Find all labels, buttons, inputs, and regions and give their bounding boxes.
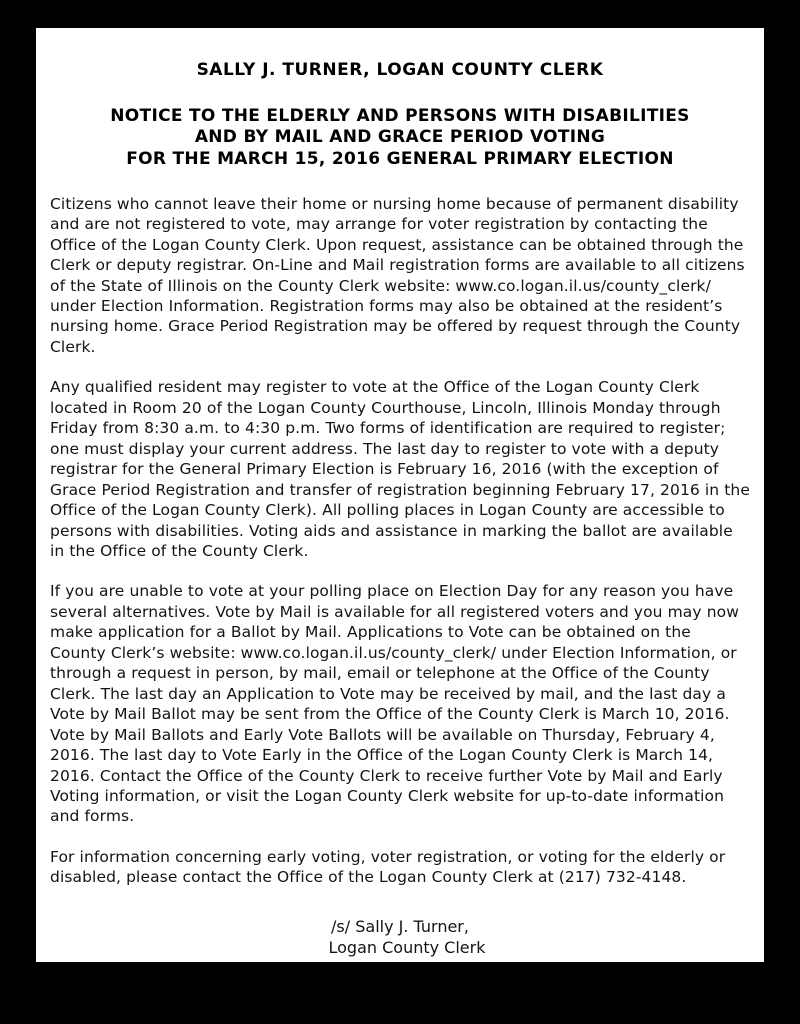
paragraph-vote-by-mail: If you are unable to vote at your polling place on Election Day for any reason you have several alternatives. Vote by Mail is available for all registered voters and you may now make application for a Ballot by Mail. Applications to Vote can be obtained on the County Clerk’s website: www.co.logan.il.us/county_clerk/ under Election Information, or through a request in person, by mail, email or telephone at the Office of the County Clerk. The last day an Application to Vote may be received by mail, and the last day a Vote by Mail Ballot may be sent from the Office of the County Clerk is March 10, 2016. Vote by Mail Ballots and Early Vote Ballots will be available on Thursday, February 4, 2016. The last day to Vote Early in the Office of the Logan County Clerk is March 14, 2016. Contact the Office of the County Clerk to receive further Vote by Mail and Early Voting information, or visit the Logan County Clerk website for up-to-date information and forms. xyxy=(50,582,739,826)
paragraph-registration: Citizens who cannot leave their home or nursing home because of permanent disability and are not registered to vote, may arrange for voter registration by contacting the Office of the Logan County Clerk. Upon request, assistance can be obtained through the Clerk or deputy registrar. On-Line and Mail registration forms are available to all citizens of the State of Illinois on the County Clerk website: www.co.logan.il.us/county_clerk/ under Election Information. Registration forms may also be obtained at the resident’s nursing home. Grace Period Registration may be offered by request through the County Clerk. xyxy=(50,194,745,356)
notice-body xyxy=(50,194,750,888)
notice-heading xyxy=(50,106,750,170)
notice-heading-line-3: FOR THE MARCH 15, 2016 GENERAL PRIMARY ELECTION xyxy=(126,148,674,169)
paragraph-contact-info: For information concerning early voting, voter registration, or voting for the elderly or disabled, please contact the Office of the Logan County Clerk at (217) 732-4148. xyxy=(50,847,726,887)
signature-name: /s/ Sally J. Turner, xyxy=(331,916,469,936)
page-title: SALLY J. TURNER, LOGAN COUNTY CLERK xyxy=(196,60,604,80)
paragraph-register-in-person: Any qualified resident may register to vote at the Office of the Logan County Clerk located in Room 20 of the Logan County Courthouse, Lincoln, Illinois Monday through Friday from 8:30 a.m. to 4:30 p.m. Two forms of identification are required to register; one must display your current address. The last day to register to vote with a deputy registrar for the General Primary Election is February 16, 2016 (with the exception of Grace Period Registration and transfer of registration beginning February 17, 2016 in the Office of the Logan County Clerk). All polling places in Logan County are accessible to persons with disabilities. Voting aids and assistance in marking the ballot are available in the Office of the County Clerk. xyxy=(50,378,750,560)
notice-heading-line-2: AND BY MAIL AND GRACE PERIOD VOTING xyxy=(194,127,606,148)
signature-title: Logan County Clerk xyxy=(328,938,486,958)
signature-block xyxy=(50,916,750,959)
notice-heading-line-1: NOTICE TO THE ELDERLY AND PERSONS WITH DISABILITIES xyxy=(110,106,690,126)
notice-sheet xyxy=(36,28,764,962)
